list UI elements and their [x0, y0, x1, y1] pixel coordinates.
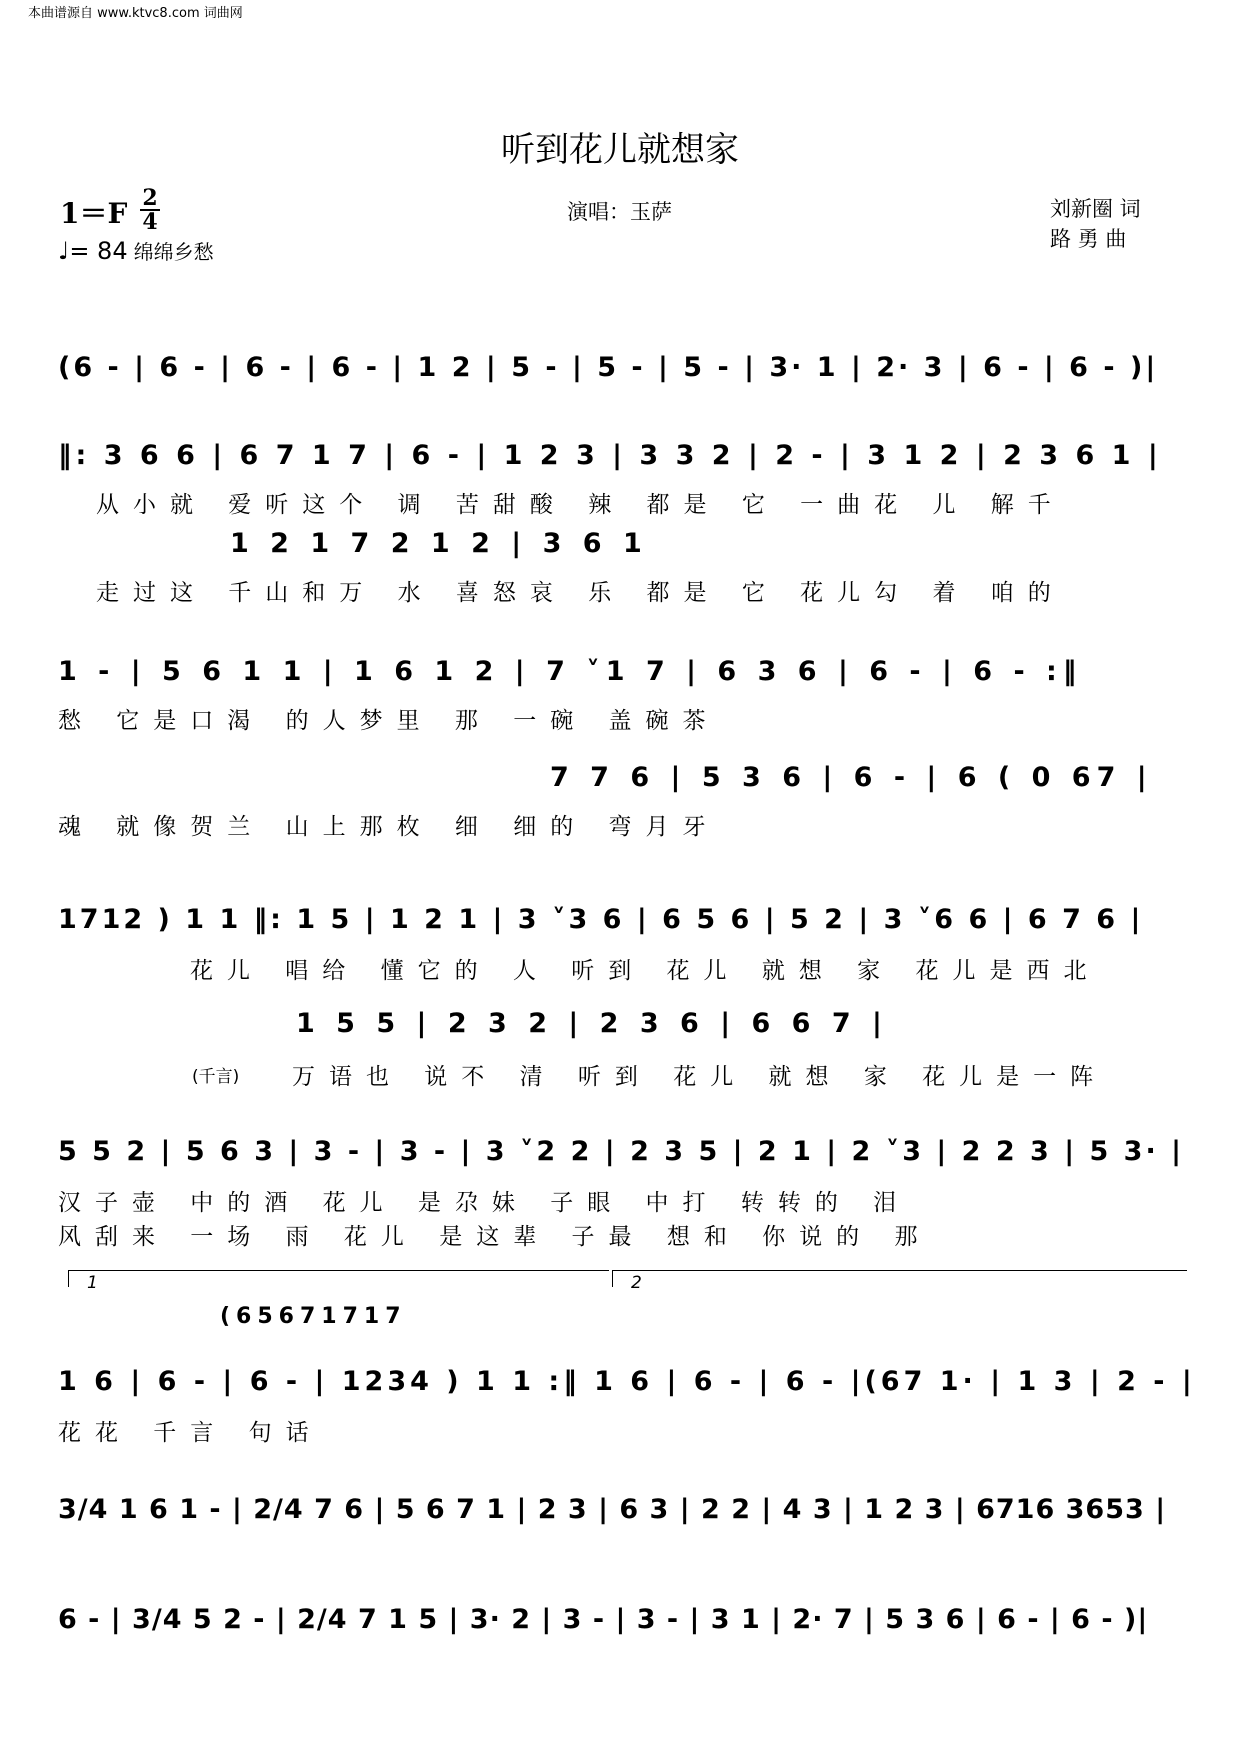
volta-bracket-1: 1 — [68, 1270, 609, 1287]
score-line: 1 6 | 6 - | 6 - | 1234 ) 1 1 :‖ 1 6 | 6 - | 6 - |(67 1· | 1 3 | 2 - | — [58, 1366, 1196, 1397]
song-title: 听到花儿就想家 — [501, 130, 739, 170]
score-line: 3/4 1 6 1 - | 2/4 7 6 | 5 6 7 1 | 2 3 | 6 3 | 2 2 | 4 3 | 1 2 3 | 6716 3653 | — [58, 1494, 1167, 1525]
lyric-line: 走过这 千山和万 水 喜怒哀 乐 都是 它 花儿勾 着 咱的 — [96, 580, 1065, 606]
lyric-line: 魂 就像贺兰 山上那枚 细 细的 弯月牙 — [58, 814, 720, 840]
volta-bracket-2: 2 — [612, 1270, 1187, 1287]
lyric-line: 花花 千言 句话 — [58, 1420, 323, 1446]
lyric-line: 风刮来 一场 雨 花儿 是这辈 子最 想和 你说的 那 — [58, 1224, 932, 1250]
score-line: 6 - | 3/4 5 2 - | 2/4 7 1 5 | 3· 2 | 3 - | 3 - | 3 1 | 2· 7 | 5 3 6 | 6 - | 6 - )| — [58, 1604, 1149, 1635]
meter-bottom: 4 — [142, 209, 158, 235]
composer: 路 勇 曲 — [1050, 227, 1127, 251]
score-line: (6 - | 6 - | 6 - | 6 - | 1 2 | 5 - | 5 - | 5 - | 3· 1 | 2· 3 | 6 - | 6 - )| — [58, 352, 1159, 383]
lyric-line: 花儿 唱给 懂它的 人 听到 花儿 就想 家 花儿是西北 — [190, 958, 1101, 984]
mood-text: 绵绵乡愁 — [133, 240, 214, 264]
lyric-line: 愁 它是口渴 的人梦里 那 一碗 盖碗茶 — [58, 708, 720, 734]
meter-top: 2 — [142, 185, 158, 211]
lyric-line: 汉子壶 中的酒 花儿 是尕妹 子眼 中打 转转的 泪 — [58, 1190, 911, 1216]
grace-notes: (65671717 — [220, 1304, 407, 1329]
lyricist: 刘新圈 词 — [1050, 197, 1141, 221]
singer: 演唱：玉萨 — [567, 200, 672, 224]
score-line: 5 5 2 | 5 6 3 | 3 - | 3 - | 3 ˅2 2 | 2 3 5 | 2 1 | 2 ˅3 | 2 2 3 | 5 3· | — [58, 1136, 1184, 1167]
aside-text: (千言) — [192, 1067, 240, 1087]
credits — [1050, 194, 1141, 254]
lyric-line: 从小就 爱听这个 调 苦甜酸 辣 都是 它 一曲花 儿 解千 — [96, 492, 1065, 518]
score-line: 1 5 5 | 2 3 2 | 2 3 6 | 6 6 7 | — [296, 1008, 888, 1039]
score-line: 1 2 1 7 2 1 2 | 3 6 1 — [230, 528, 648, 559]
tempo-marking — [58, 236, 214, 265]
score-line: 7 7 6 | 5 3 6 | 6 - | 6 ( 0 67 | — [550, 762, 1153, 793]
score-line: 1712 ) 1 1 ‖: 1 5 | 1 2 1 | 3 ˅3 6 | 6 5 6 | 5 2 | 3 ˅6 6 | 6 7 6 | — [58, 904, 1144, 935]
lyric-line: 万语也 说不 清 听到 花儿 就想 家 花儿是一阵 — [292, 1064, 1108, 1090]
time-signature — [140, 185, 160, 235]
source-line: 本曲谱源自 www.ktvc8.com 词曲网 — [28, 6, 243, 21]
key-signature: 1＝F — [60, 197, 128, 230]
score-line: 1 - | 5 6 1 1 | 1 6 1 2 | 7 ˅1 7 | 6 3 6 | 6 - | 6 - :‖ — [58, 656, 1083, 687]
score-line: ‖: 3 6 6 | 6 7 1 7 | 6 - | 1 2 3 | 3 3 2 | 2 - | 3 1 2 | 2 3 6 1 | — [58, 440, 1162, 471]
tempo-value: ♩= 84 — [58, 237, 128, 265]
